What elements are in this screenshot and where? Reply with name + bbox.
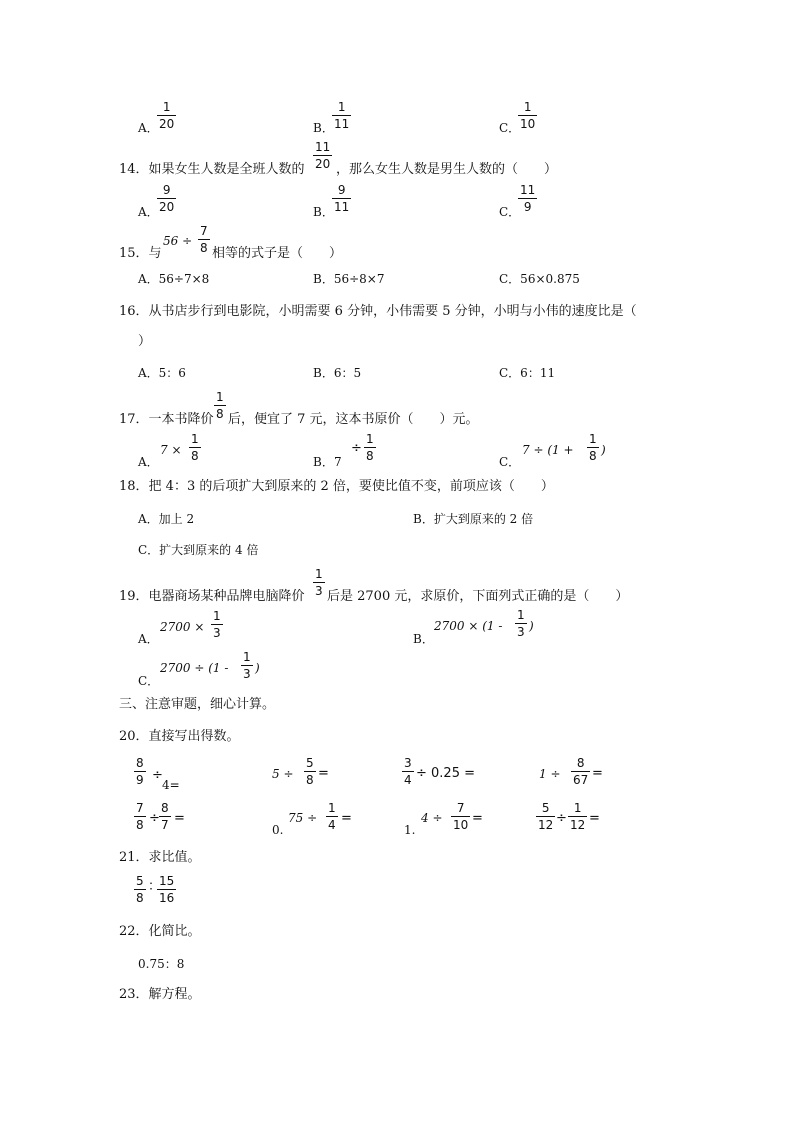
fraction-denominator: 20 <box>159 200 175 214</box>
q20-expr4-expression: 1 ÷ <box>539 767 561 781</box>
q20-expr5-fraction-2 <box>159 801 171 832</box>
q20-expr4-fraction <box>571 756 590 787</box>
q20-expr1-fraction <box>134 756 146 787</box>
fraction-numerator: 1 <box>589 432 597 446</box>
fraction-denominator: 20 <box>159 117 175 131</box>
q13-option-c-fraction <box>518 100 537 131</box>
q19-option-c-label: C． <box>138 674 160 688</box>
q17-option-c-label: C． <box>499 455 521 469</box>
fraction-numerator: 1 <box>518 100 537 116</box>
fraction-numerator: 9 <box>157 183 176 199</box>
q17-option-c-expression: 7 ÷ (1 + <box>522 443 574 457</box>
q19-option-a-fraction <box>211 609 223 640</box>
q20-expr2-equals: = <box>318 766 329 781</box>
q20-expr5-equals: = <box>174 811 185 826</box>
q19-stem-fraction <box>313 567 325 598</box>
q19-option-a-expression: 2700 × <box>160 620 205 634</box>
fraction-denominator: 9 <box>523 200 532 214</box>
fraction-denominator: 11 <box>334 200 350 214</box>
fraction-numerator: 1 <box>216 390 224 404</box>
q18-option-c: C．扩大到原来的 4 倍 <box>138 543 259 557</box>
fraction-denominator: 8 <box>191 449 199 463</box>
q14-stem-before: 14．如果女生人数是全班人数的 <box>119 162 305 177</box>
fraction-denominator: 10 <box>520 117 536 131</box>
q20-expr5-operator: ÷ <box>149 811 160 826</box>
fraction-numerator: 1 <box>191 432 199 446</box>
q20-expr3-tail: ÷ 0.25 = <box>416 766 475 781</box>
q21-fraction-1 <box>134 874 146 905</box>
fraction-denominator: 8 <box>200 241 208 255</box>
q15-stem-before: 15．与 <box>119 246 162 261</box>
fraction-numerator: 1 <box>366 432 374 446</box>
fraction-numerator: 5 <box>136 874 144 888</box>
q20-expr6-equals: = <box>341 811 352 826</box>
q20-expr8-equals: = <box>589 811 600 826</box>
fraction-numerator: 11 <box>520 183 536 197</box>
q13-option-b-label: B． <box>313 121 334 135</box>
q19-stem-after: 后是 2700 元，求原价，下面列式正确的是（ ） <box>327 589 629 604</box>
fraction-denominator: 16 <box>159 891 175 905</box>
q19-option-c-fraction <box>241 650 253 681</box>
q14-stem-after: ，那么女生人数是男生人数的（ ） <box>336 162 558 177</box>
q18-option-a: A．加上 2 <box>138 512 195 526</box>
q22-expression: 0.75：8 <box>138 957 185 971</box>
q20-expr7-equals: = <box>472 811 483 826</box>
fraction-numerator: 1 <box>157 100 176 116</box>
q20-expr5-fraction-1 <box>134 801 146 832</box>
q15-option-a: A．56÷7×8 <box>138 272 210 286</box>
fraction-numerator: 1 <box>213 609 221 623</box>
q13-option-b-fraction <box>332 100 351 131</box>
q16-option-c: C．6：11 <box>499 366 556 380</box>
q20-expr8-operator: ÷ <box>556 811 567 826</box>
q20-expr7-prefix: 1. <box>404 823 416 837</box>
fraction-numerator: 5 <box>536 801 555 817</box>
q19-option-b-label: B． <box>413 632 434 646</box>
q13-option-a-label: A． <box>138 121 159 135</box>
q13-option-c-label: C． <box>499 121 521 135</box>
q16-stem-line1: 16．从书店步行到电影院，小明需要 6 分钟，小伟需要 5 分钟，小明与小伟的速度比是（ <box>119 304 637 319</box>
q18-option-b: B．扩大到原来的 2 倍 <box>413 512 534 526</box>
fraction-numerator: 1 <box>315 567 323 581</box>
q19-option-b-expression: 2700 × (1 - <box>434 619 503 633</box>
fraction-denominator: 3 <box>243 667 251 681</box>
q14-stem-fraction <box>313 140 332 171</box>
q21-title: 21．求比值。 <box>119 850 201 865</box>
fraction-denominator: 8 <box>136 891 144 905</box>
q19-option-b-close-paren: ) <box>529 619 534 633</box>
q20-expr6-fraction <box>326 801 338 832</box>
q19-option-c-expression: 2700 ÷ (1 - <box>160 661 229 675</box>
q17-option-b-operator: ÷ <box>351 441 362 456</box>
q19-option-b-fraction <box>515 608 527 639</box>
q16-option-b: B．6：5 <box>313 366 362 380</box>
fraction-denominator: 12 <box>538 818 554 832</box>
q17-option-b-fraction <box>364 432 376 463</box>
fraction-numerator: 8 <box>161 801 169 815</box>
fraction-denominator: 8 <box>136 818 144 832</box>
q20-expr8-fraction-2 <box>568 801 587 832</box>
q20-expr4-equals: = <box>592 766 603 781</box>
q20-expr2-expression: 5 ÷ <box>272 767 294 781</box>
q17-option-b-label: B． <box>313 455 334 469</box>
fraction-numerator: 15 <box>159 874 175 888</box>
q20-expr2-fraction <box>304 756 316 787</box>
fraction-numerator: 1 <box>517 608 525 622</box>
q15-stem-after: 相等的式子是（ ） <box>212 246 343 261</box>
q22-title: 22．化简比。 <box>119 924 201 939</box>
fraction-denominator: 20 <box>315 157 331 171</box>
fraction-numerator: 1 <box>243 650 251 664</box>
fraction-numerator: 5 <box>306 756 314 770</box>
section-3-title: 三、注意审题，细心计算。 <box>119 697 276 712</box>
q20-expr7-fraction <box>451 801 470 832</box>
q20-title: 20．直接写出得数。 <box>119 729 240 744</box>
q17-option-c-close-paren: ) <box>601 443 606 457</box>
q20-expr8-fraction-1 <box>536 801 555 832</box>
fraction-denominator: 9 <box>136 773 144 787</box>
fraction-denominator: 11 <box>334 117 350 131</box>
fraction-denominator: 3 <box>213 626 221 640</box>
q14-option-c-label: C． <box>499 205 521 219</box>
fraction-denominator: 7 <box>161 818 169 832</box>
q14-option-b-label: B． <box>313 205 334 219</box>
fraction-denominator: 8 <box>306 773 314 787</box>
q17-stem-before: 17．一本书降价 <box>119 412 214 427</box>
fraction-numerator: 1 <box>568 801 587 817</box>
fraction-numerator: 8 <box>571 756 590 772</box>
q19-option-c-close-paren: ) <box>255 661 260 675</box>
q20-expr6-prefix: 0. <box>272 823 284 837</box>
fraction-numerator: 11 <box>315 140 331 154</box>
fraction-numerator: 1 <box>332 100 351 116</box>
q18-stem: 18．把 4：3 的后项扩大到原来的 2 倍，要使比值不变，前项应该（ ） <box>119 479 554 494</box>
q17-option-a-fraction <box>189 432 201 463</box>
fraction-denominator: 3 <box>517 625 525 639</box>
fraction-denominator: 10 <box>453 818 469 832</box>
fraction-denominator: 12 <box>570 818 586 832</box>
q20-expr1-operator: ÷ <box>152 768 163 783</box>
fraction-numerator: 1 <box>328 801 336 815</box>
q14-option-a-label: A． <box>138 205 159 219</box>
fraction-numerator: 8 <box>136 756 144 770</box>
q17-option-b-expression: 7 <box>334 455 342 469</box>
q15-stem-fraction <box>198 224 210 255</box>
q14-option-a-fraction <box>157 183 176 214</box>
fraction-denominator: 8 <box>216 407 224 421</box>
q15-option-c: C．56×0.875 <box>499 272 580 286</box>
q16-stem-line2: ） <box>138 334 152 349</box>
fraction-denominator: 8 <box>366 449 374 463</box>
q15-option-b: B．56÷8×7 <box>313 272 385 286</box>
fraction-numerator: 9 <box>332 183 351 199</box>
fraction-denominator: 4 <box>404 773 412 787</box>
q20-expr6-expression: 75 ÷ <box>288 811 318 825</box>
q15-expression: 56 ÷ <box>163 234 193 248</box>
q17-option-a-expression: 7 × <box>160 443 182 457</box>
q19-stem-before: 19．电器商场某种品牌电脑降价 <box>119 589 305 604</box>
q20-expr3-fraction <box>402 756 414 787</box>
fraction-numerator: 3 <box>404 756 412 770</box>
q13-option-a-fraction <box>157 100 176 131</box>
q14-option-c-fraction <box>518 183 537 214</box>
fraction-numerator: 7 <box>200 224 208 238</box>
fraction-numerator: 7 <box>136 801 144 815</box>
q21-colon: ： <box>148 879 162 894</box>
fraction-denominator: 3 <box>315 584 323 598</box>
q17-option-a-label: A． <box>138 455 159 469</box>
q17-option-c-fraction <box>587 432 599 463</box>
q20-expr1-tail: 4= <box>162 778 180 792</box>
q14-option-b-fraction <box>332 183 351 214</box>
fraction-denominator: 8 <box>589 449 597 463</box>
q23-title: 23．解方程。 <box>119 987 201 1002</box>
q16-option-a: A．5：6 <box>138 366 186 380</box>
fraction-denominator: 67 <box>573 773 589 787</box>
q20-expr7-expression: 4 ÷ <box>421 811 443 825</box>
q17-stem-fraction <box>214 390 226 421</box>
q19-option-a-label: A． <box>138 632 159 646</box>
fraction-denominator: 4 <box>328 818 336 832</box>
q21-fraction-2 <box>157 874 176 905</box>
fraction-numerator: 7 <box>451 801 470 817</box>
q17-stem-after: 后，便宜了 7 元，这本书原价（ ）元。 <box>228 412 479 427</box>
